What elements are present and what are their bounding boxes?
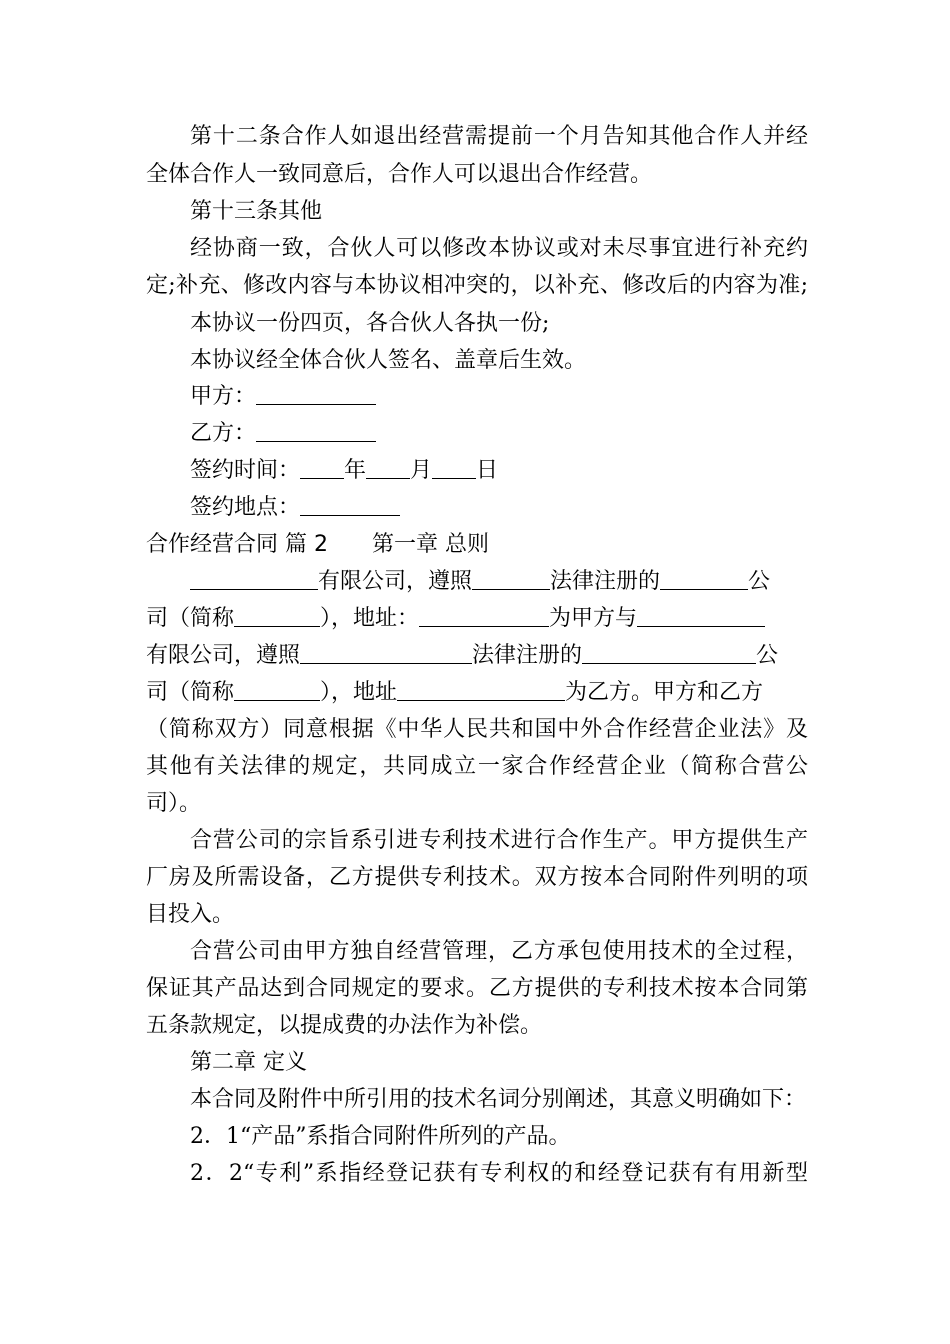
signing-date-line bbox=[190, 456, 808, 486]
text-run: 有限公司，遵照 bbox=[318, 569, 473, 594]
paragraph-line: 本合同及附件中所引用的技术名词分别阐述，其意义明确如下： bbox=[190, 1087, 807, 1112]
section-title: 合作经营合同 篇 2 bbox=[146, 532, 328, 557]
paragraph-line: 全体合作人一致同意后，合作人可以退出合作经营。 bbox=[146, 162, 653, 187]
text-run: 司（简称 bbox=[146, 680, 235, 705]
blank-field bbox=[637, 604, 765, 627]
party-b-label: 乙方： bbox=[190, 421, 257, 446]
paragraph-line bbox=[146, 641, 808, 671]
paragraph-line bbox=[146, 604, 808, 634]
blank-field bbox=[300, 456, 344, 479]
definition-item: 2．2“专利”系指经登记获有专利权的和经登记获有有用新型 bbox=[190, 1161, 808, 1186]
text-run: 公 bbox=[756, 643, 779, 668]
blank-field bbox=[419, 604, 549, 627]
year-label: 年 bbox=[344, 458, 367, 483]
paragraph-line: 本协议经全体合伙人签名、盖章后生效。 bbox=[190, 348, 587, 373]
place-label: 签约地点： bbox=[190, 495, 301, 520]
text-run: 法律注册的 bbox=[550, 569, 661, 594]
paragraph-line: 厂房及所需设备，乙方提供专利技术。双方按本合同附件列明的项 bbox=[146, 865, 808, 890]
blank-field bbox=[366, 456, 410, 479]
paragraph-line: 第十二条合作人如退出经营需提前一个月告知其他合作人并经 bbox=[190, 124, 808, 149]
blank-field bbox=[234, 604, 320, 627]
blank-field bbox=[472, 567, 550, 590]
text-run: ），地址： bbox=[320, 606, 420, 631]
chapter-2-title: 第二章 定义 bbox=[190, 1050, 307, 1075]
paragraph-line: 定;补充、修改内容与本协议相冲突的，以补充、修改后的内容为准; bbox=[146, 273, 808, 298]
blank-field bbox=[256, 382, 376, 405]
paragraph-line: （简称双方）同意根据《中华人民共和国中外合作经营企业法》及 bbox=[146, 717, 808, 742]
blank-field bbox=[300, 641, 472, 664]
party-b-signature-line bbox=[190, 419, 808, 449]
text-run: 法律注册的 bbox=[472, 643, 583, 668]
party-a-signature-line bbox=[190, 382, 808, 412]
blank-field bbox=[190, 567, 318, 590]
paragraph-line: 经协商一致，合伙人可以修改本协议或对未尽事宜进行补充约 bbox=[190, 236, 808, 261]
paragraph-line: 其他有关法律的规定，共同成立一家合作经营企业（简称合营公 bbox=[146, 754, 808, 779]
text-run: 为乙方。甲方和乙方 bbox=[565, 680, 764, 705]
blank-field bbox=[300, 493, 400, 516]
text-run: 司（简称 bbox=[146, 606, 235, 631]
text-run: 为甲方与 bbox=[549, 606, 638, 631]
blank-field bbox=[660, 567, 748, 590]
chapter-1-title: 第一章 总则 bbox=[371, 532, 489, 557]
paragraph-line: 司）。 bbox=[146, 791, 202, 816]
text-run: 有限公司，遵照 bbox=[146, 643, 301, 668]
definition-item: 2．1“产品”系指合同附件所列的产品。 bbox=[190, 1124, 571, 1149]
month-label: 月 bbox=[410, 458, 433, 483]
paragraph-line bbox=[190, 567, 808, 597]
paragraph-line: 本协议一份四页，各合伙人各执一份; bbox=[190, 311, 550, 336]
blank-field bbox=[432, 456, 476, 479]
day-label: 日 bbox=[476, 458, 499, 483]
paragraph-line: 目投入。 bbox=[146, 902, 235, 927]
signing-place-line bbox=[190, 493, 808, 523]
blank-field bbox=[582, 641, 756, 664]
article-heading: 第十三条其他 bbox=[190, 199, 323, 224]
paragraph-line: 合营公司由甲方独自经营管理，乙方承包使用技术的全过程， bbox=[190, 939, 808, 964]
blank-field bbox=[234, 678, 320, 701]
paragraph-line: 五条款规定，以提成费的办法作为补偿。 bbox=[146, 1013, 543, 1038]
text-run: 公 bbox=[748, 569, 771, 594]
paragraph-line: 合营公司的宗旨系引进专利技术进行合作生产。甲方提供生产 bbox=[190, 828, 808, 853]
party-a-label: 甲方： bbox=[190, 384, 257, 409]
section-heading bbox=[146, 530, 808, 560]
blank-field bbox=[256, 419, 376, 442]
blank-field bbox=[397, 678, 565, 701]
date-label: 签约时间： bbox=[190, 458, 301, 483]
paragraph-line: 保证其产品达到合同规定的要求。乙方提供的专利技术按本合同第 bbox=[146, 976, 808, 1001]
text-run: ），地址 bbox=[320, 680, 398, 705]
paragraph-line bbox=[146, 678, 808, 708]
